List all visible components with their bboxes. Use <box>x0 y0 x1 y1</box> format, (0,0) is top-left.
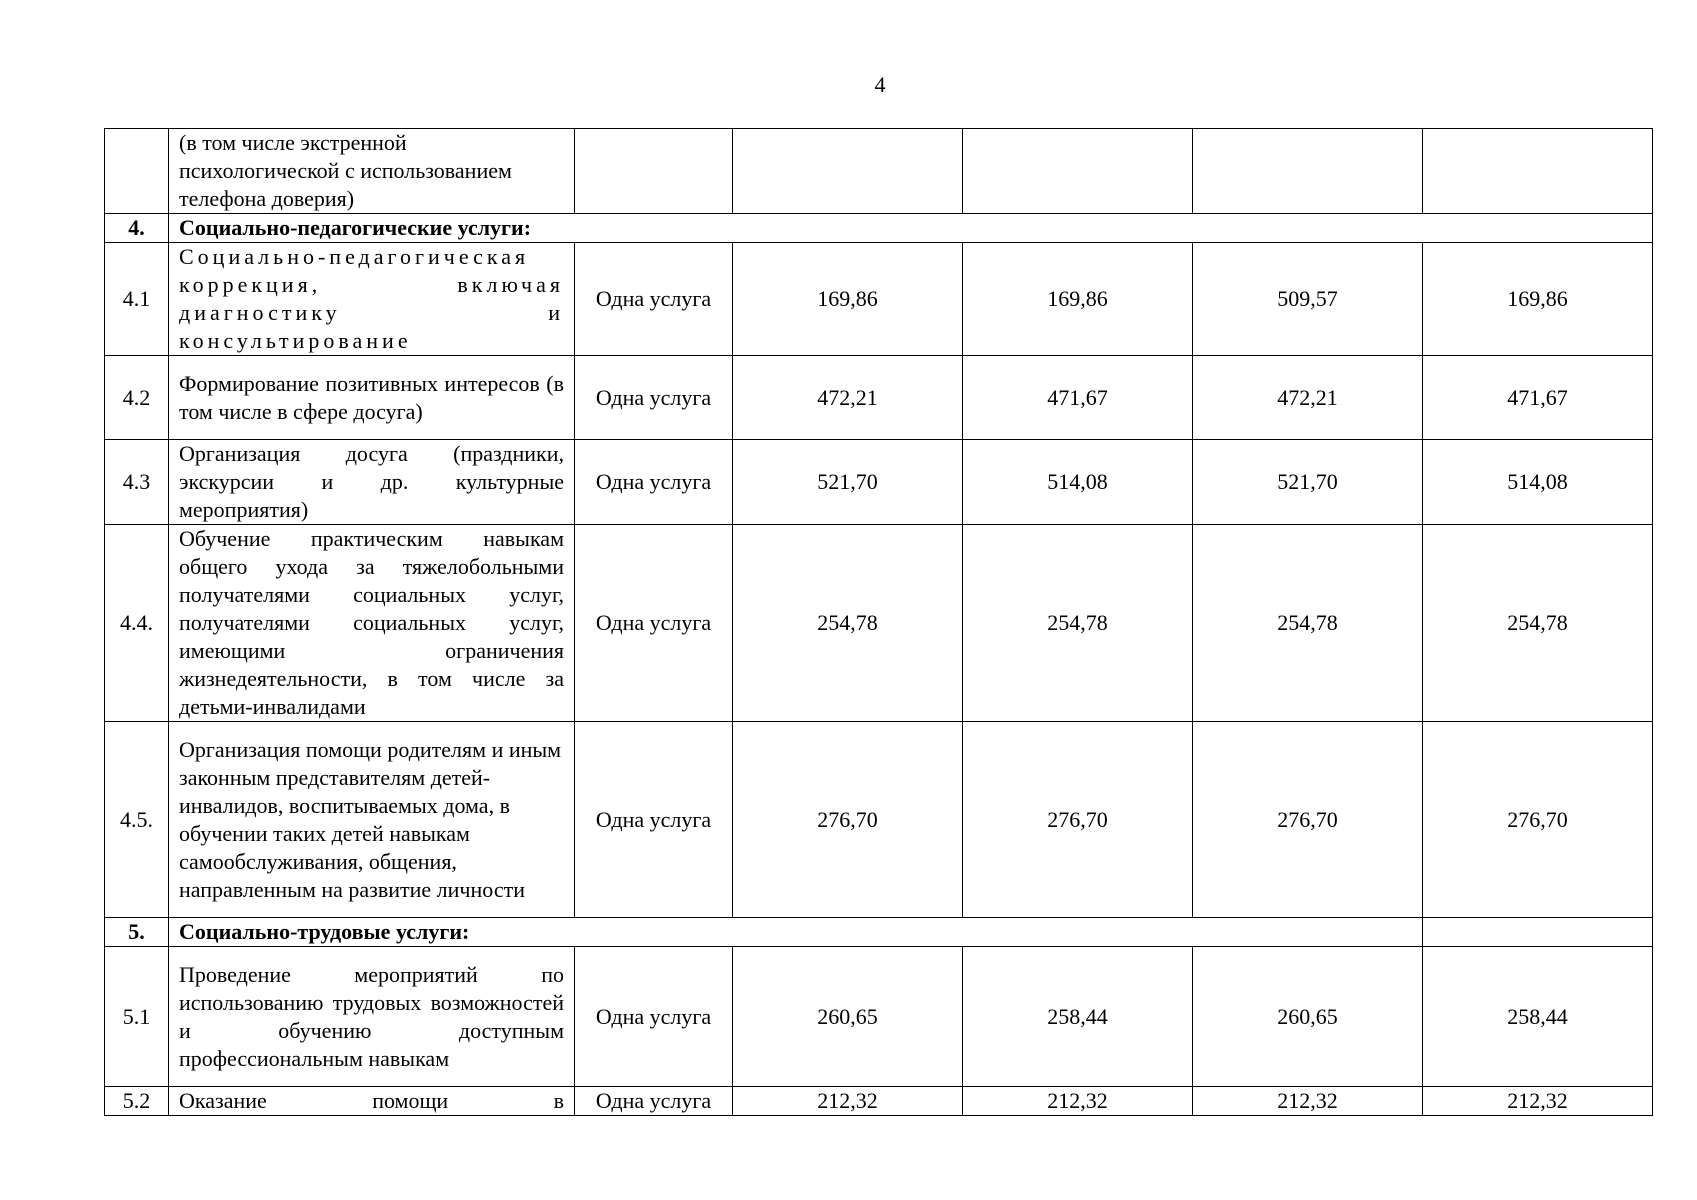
value-cell: 212,32 <box>1193 1087 1423 1116</box>
tariff-table <box>104 128 1653 1116</box>
service-name: Организация помощи родителям и иным законным представителям детей-инвалидов, воспитываемых дома, в обучении таких детей навыкам самообслуживания, общения, направленным на развитие личности <box>169 722 575 918</box>
table-row <box>105 356 1653 440</box>
value-cell: 258,44 <box>963 947 1193 1087</box>
value-cell: 276,70 <box>1193 722 1423 918</box>
value-cell: 260,65 <box>1193 947 1423 1087</box>
section-row <box>105 214 1653 243</box>
table-row <box>105 947 1653 1087</box>
value-cell <box>963 129 1193 214</box>
section-row <box>105 918 1653 947</box>
row-number: 4.2 <box>105 356 169 440</box>
unit-cell: Одна услуга <box>575 722 733 918</box>
value-cell: 212,32 <box>733 1087 963 1116</box>
value-cell: 472,21 <box>1193 356 1423 440</box>
section-title: Социально-педагогические услуги: <box>169 214 1653 243</box>
table-row <box>105 440 1653 525</box>
value-cell: 258,44 <box>1423 947 1653 1087</box>
row-number: 5.1 <box>105 947 169 1087</box>
value-cell: 509,57 <box>1193 243 1423 356</box>
value-cell: 276,70 <box>1423 722 1653 918</box>
service-name: Социально-педагогическая коррекция, включая диагностику и консультирование <box>169 243 575 356</box>
value-cell: 514,08 <box>963 440 1193 525</box>
service-name: Проведение мероприятий по использованию трудовых возможностей и обучению доступным профессиональным навыкам <box>169 947 575 1087</box>
table-row <box>105 243 1653 356</box>
unit-cell: Одна услуга <box>575 1087 733 1116</box>
row-number <box>105 129 169 214</box>
table-row <box>105 525 1653 722</box>
value-cell: 254,78 <box>1193 525 1423 722</box>
service-name: Оказание помощи в <box>169 1087 575 1116</box>
value-cell: 254,78 <box>963 525 1193 722</box>
unit-cell: Одна услуга <box>575 243 733 356</box>
value-cell: 521,70 <box>1193 440 1423 525</box>
section-title: Социально-трудовые услуги: <box>169 918 1423 947</box>
table-row <box>105 129 1653 214</box>
value-cell: 169,86 <box>733 243 963 356</box>
empty-cell <box>1423 918 1653 947</box>
row-number: 4.1 <box>105 243 169 356</box>
service-name: Формирование позитивных интересов (в том числе в сфере досуга) <box>169 356 575 440</box>
table-row <box>105 722 1653 918</box>
page-number: 4 <box>874 72 886 97</box>
section-number: 4. <box>105 214 169 243</box>
value-cell: 276,70 <box>963 722 1193 918</box>
value-cell: 514,08 <box>1423 440 1653 525</box>
value-cell: 254,78 <box>733 525 963 722</box>
row-number: 4.5. <box>105 722 169 918</box>
value-cell: 212,32 <box>963 1087 1193 1116</box>
value-cell <box>1193 129 1423 214</box>
unit-cell: Одна услуга <box>575 947 733 1087</box>
unit-cell: Одна услуга <box>575 440 733 525</box>
value-cell: 521,70 <box>733 440 963 525</box>
value-cell <box>1423 129 1653 214</box>
unit-cell: Одна услуга <box>575 525 733 722</box>
value-cell: 169,86 <box>963 243 1193 356</box>
row-number: 4.4. <box>105 525 169 722</box>
value-cell: 254,78 <box>1423 525 1653 722</box>
value-cell: 276,70 <box>733 722 963 918</box>
unit-cell <box>575 129 733 214</box>
value-cell: 471,67 <box>1423 356 1653 440</box>
value-cell: 471,67 <box>963 356 1193 440</box>
service-name: Организация досуга (праздники, экскурсии и др. культурные мероприятия) <box>169 440 575 525</box>
row-number: 5.2 <box>105 1087 169 1116</box>
value-cell: 472,21 <box>733 356 963 440</box>
value-cell: 169,86 <box>1423 243 1653 356</box>
service-name: (в том числе экстренной психологической с использованием телефона доверия) <box>169 129 575 214</box>
section-number: 5. <box>105 918 169 947</box>
service-name: Обучение практическим навыкам общего ухода за тяжелобольными получателями социальных услуг, получателями социальных услуг, имеющими ограничения жизнедеятельности, в том числе за детьми-инвалидами <box>169 525 575 722</box>
table-row <box>105 1087 1653 1116</box>
unit-cell: Одна услуга <box>575 356 733 440</box>
value-cell: 212,32 <box>1423 1087 1653 1116</box>
value-cell <box>733 129 963 214</box>
row-number: 4.3 <box>105 440 169 525</box>
value-cell: 260,65 <box>733 947 963 1087</box>
